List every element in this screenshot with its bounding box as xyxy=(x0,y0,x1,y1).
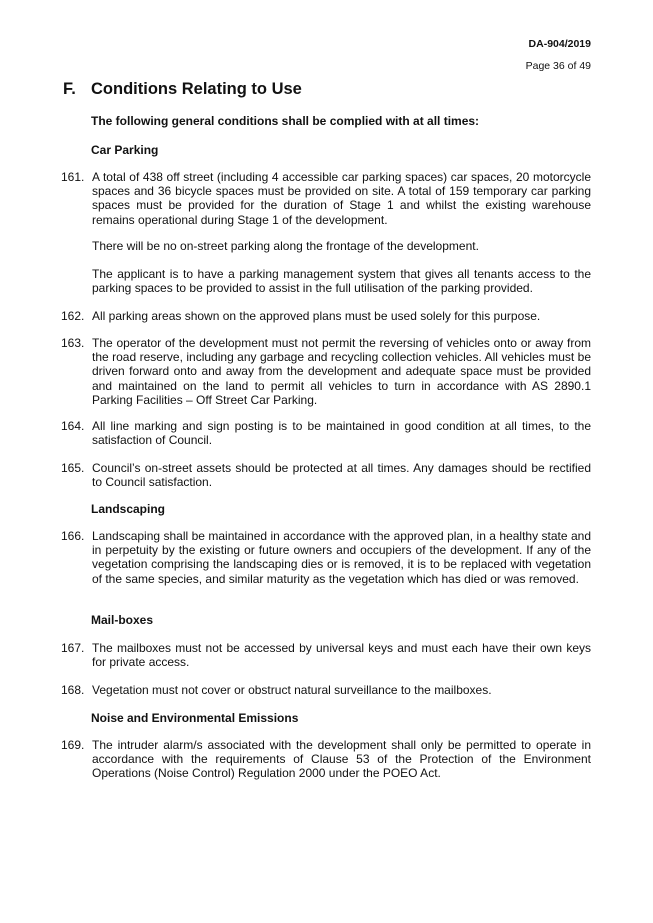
condition-text: All parking areas shown on the approved plans must be used solely for this purpose. xyxy=(92,309,541,323)
condition-162 xyxy=(61,309,591,323)
subheading-mailboxes: Mail-boxes xyxy=(91,613,154,627)
condition-161 xyxy=(61,170,591,227)
condition-163 xyxy=(61,336,591,407)
document-reference: DA-904/2019 xyxy=(528,38,591,50)
condition-text: Council’s on-street assets should be protected at all times. Any damages should be rectified to Council satisfaction. xyxy=(92,461,591,490)
condition-161-paragraph-2: There will be no on-street parking along the frontage of the development. xyxy=(92,239,479,253)
condition-166 xyxy=(61,529,591,586)
condition-text: All line marking and sign posting is to be maintained in good condition at all times, to the satisfaction of Council. xyxy=(92,419,591,448)
condition-165 xyxy=(61,461,591,489)
condition-text: Landscaping shall be maintained in accordance with the approved plan, in a healthy state and in perpetuity by the existing or future owners and occupiers of the development. If any of the vegetation comprising the landscaping dies or is removed, it is to be replaced with vegetation of the same species, and similar maturity as the vegetation which has died or was removed. xyxy=(92,529,591,586)
condition-number: 163. xyxy=(61,336,85,350)
section-letter: F. xyxy=(63,80,76,98)
condition-text: The intruder alarm/s associated with the development shall only be permitted to operate in accordance with the requirements of Clause 53 of the Protection of the Environment Operations (Noise Control) Regulation 2000 under the POEO Act. xyxy=(92,738,591,781)
condition-number: 162. xyxy=(61,309,85,323)
page-number: Page 36 of 49 xyxy=(525,60,591,72)
section-heading xyxy=(63,80,302,99)
condition-number: 169. xyxy=(61,738,85,752)
condition-167 xyxy=(61,641,591,669)
condition-number: 165. xyxy=(61,461,85,475)
subheading-car-parking: Car Parking xyxy=(91,143,159,157)
condition-text: The mailboxes must not be accessed by universal keys and must each have their own keys for private access. xyxy=(92,641,591,670)
condition-164 xyxy=(61,419,591,447)
condition-168 xyxy=(61,683,591,697)
subheading-landscaping: Landscaping xyxy=(91,502,166,516)
condition-text: A total of 438 off street (including 4 accessible car parking spaces) car spaces, 20 motorcycle spaces and 36 bicycle spaces must be provided on site. A total of 159 temporary car parking spaces must be provided for the duration of Stage 1 and whilst the existing warehouse remains operational during Stage 1 of the development. xyxy=(92,170,591,227)
subheading-noise: Noise and Environmental Emissions xyxy=(91,711,299,725)
condition-number: 164. xyxy=(61,419,85,433)
condition-number: 161. xyxy=(61,170,85,184)
condition-text: The operator of the development must not permit the reversing of vehicles onto or away from the road reserve, including any garbage and recycling collection vehicles. All vehicles must be driven forward onto and away from the development and adequate space must be provided and maintained on the land to permit all vehicles to turn in accordance with AS 2890.1 Parking Facilities – Off Street Car Parking. xyxy=(92,336,591,407)
condition-number: 168. xyxy=(61,683,85,697)
condition-number: 166. xyxy=(61,529,85,543)
section-title: Conditions Relating to Use xyxy=(91,80,302,98)
condition-number: 167. xyxy=(61,641,85,655)
condition-text: Vegetation must not cover or obstruct natural surveillance to the mailboxes. xyxy=(92,683,492,697)
condition-169 xyxy=(61,738,591,781)
intro-statement: The following general conditions shall be complied with at all times: xyxy=(91,114,480,128)
condition-161-paragraph-3: The applicant is to have a parking management system that gives all tenants access to the parking spaces to be provided to assist in the full utilisation of the parking provided. xyxy=(92,267,591,296)
